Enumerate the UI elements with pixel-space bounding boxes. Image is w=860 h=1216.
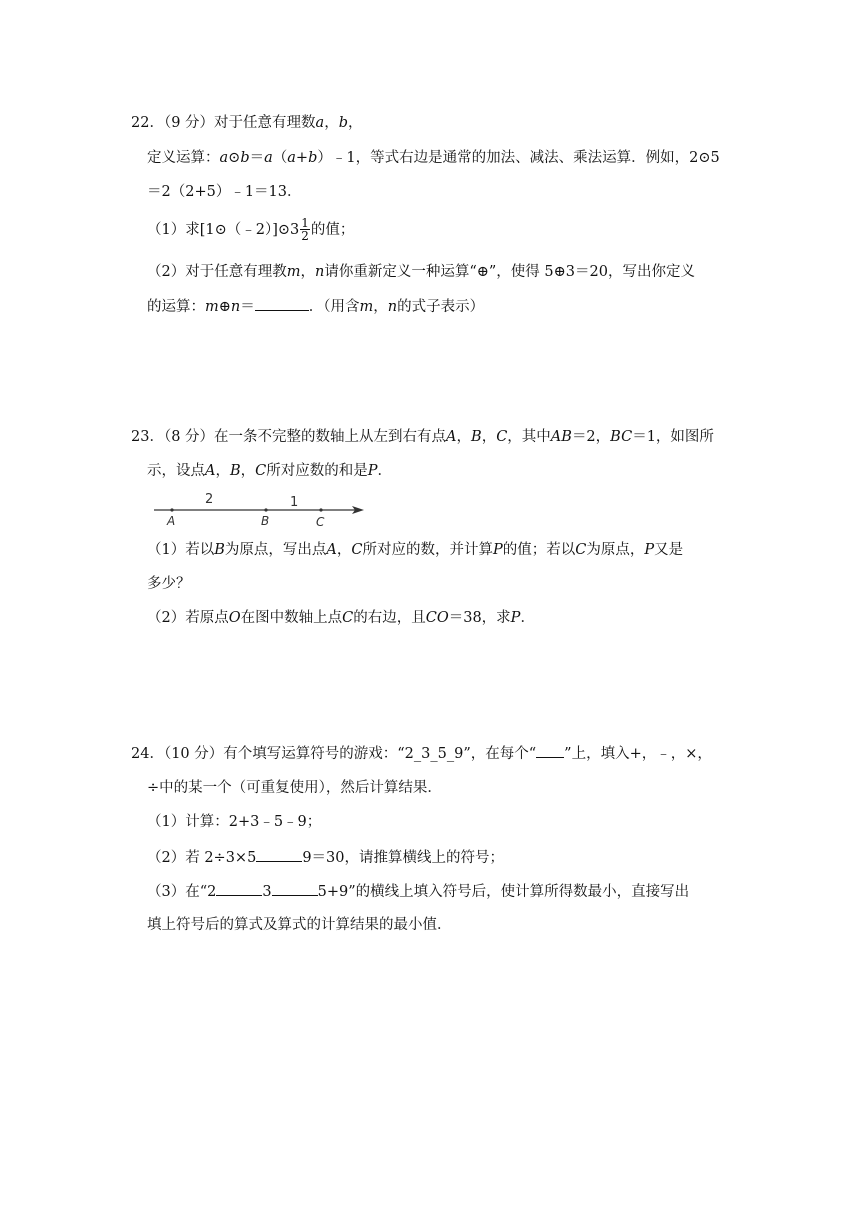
point-c-dot: [319, 508, 322, 511]
q24-part2: （2）若 2÷3×5 9＝30，请推算横线上的符号；: [147, 847, 504, 868]
q24-part1: （1）计算：2+3﹣5﹣9；: [147, 814, 322, 830]
operator-blank-sample: [536, 743, 564, 758]
segment-bc-label: 1: [290, 495, 299, 510]
q23-part1: （1）若以B为原点，写出点A，C所对应的数，并计算P的值；若以C为原点，P又是: [147, 542, 684, 558]
q22-part2-answer: 的运算：m⊕n＝ ．（用含m，n的式子表示）: [147, 296, 484, 317]
q22-part1: （1）求[1⊙（﹣2）]⊙3 $\frac{1}{2}$ 的值；: [147, 216, 355, 243]
q23-part2: （2）若原点O在图中数轴上点C的右边，且CO＝38，求P．: [147, 610, 535, 626]
segment-ab-label: 2: [205, 492, 214, 507]
point-b-dot: [264, 508, 267, 511]
point-a-label: A: [167, 514, 176, 528]
operator-blank-2[interactable]: [272, 881, 318, 896]
point-b-label: B: [261, 514, 270, 528]
q23-part1-cont: 多少？: [147, 576, 191, 592]
operator-blank-1[interactable]: [216, 881, 262, 896]
point-c-label: C: [316, 515, 325, 529]
mixed-fraction: $\frac{1}{2}$: [301, 216, 309, 243]
q24-part3-cont: 填上符号后的算式及算式的计算结果的最小值．: [147, 917, 452, 933]
q23-line2: 示，设点A，B，C所对应数的和是P．: [147, 463, 393, 479]
q24-title: 24．（10 分）有个填写运算符号的游戏：“2_3_5_9”，在每个“ ”上，填入+，﹣，×，: [131, 743, 712, 764]
number-line-figure: [150, 488, 370, 530]
answer-blank[interactable]: [255, 296, 309, 311]
q22-title: 22．（9 分）对于任意有理数a，b，: [131, 115, 363, 131]
q24-part3: （3）在“2 3 5+9”的横线上填入符号后，使计算所得数最小，直接写出: [147, 881, 689, 902]
operator-blank[interactable]: [256, 847, 302, 862]
q22-definition: 定义运算：a⊙b＝a（a+b）﹣1，等式右边是通常的加法、减法、乘法运算．例如，2⊙5: [147, 150, 720, 166]
q24-line2: ÷中的某一个（可重复使用），然后计算结果．: [147, 780, 442, 796]
point-a-dot: [170, 508, 173, 511]
q22-example: ＝2（2+5）﹣1＝13．: [147, 184, 302, 200]
q23-title: 23．（8 分）在一条不完整的数轴上从左到右有点A，B，C，其中AB＝2，BC＝1，如图所: [131, 429, 714, 445]
q22-part2: （2）对于任意有理教m，n请你重新定义一种运算“⊕”，使得 5⊕3＝20，写出你定义: [147, 264, 695, 280]
